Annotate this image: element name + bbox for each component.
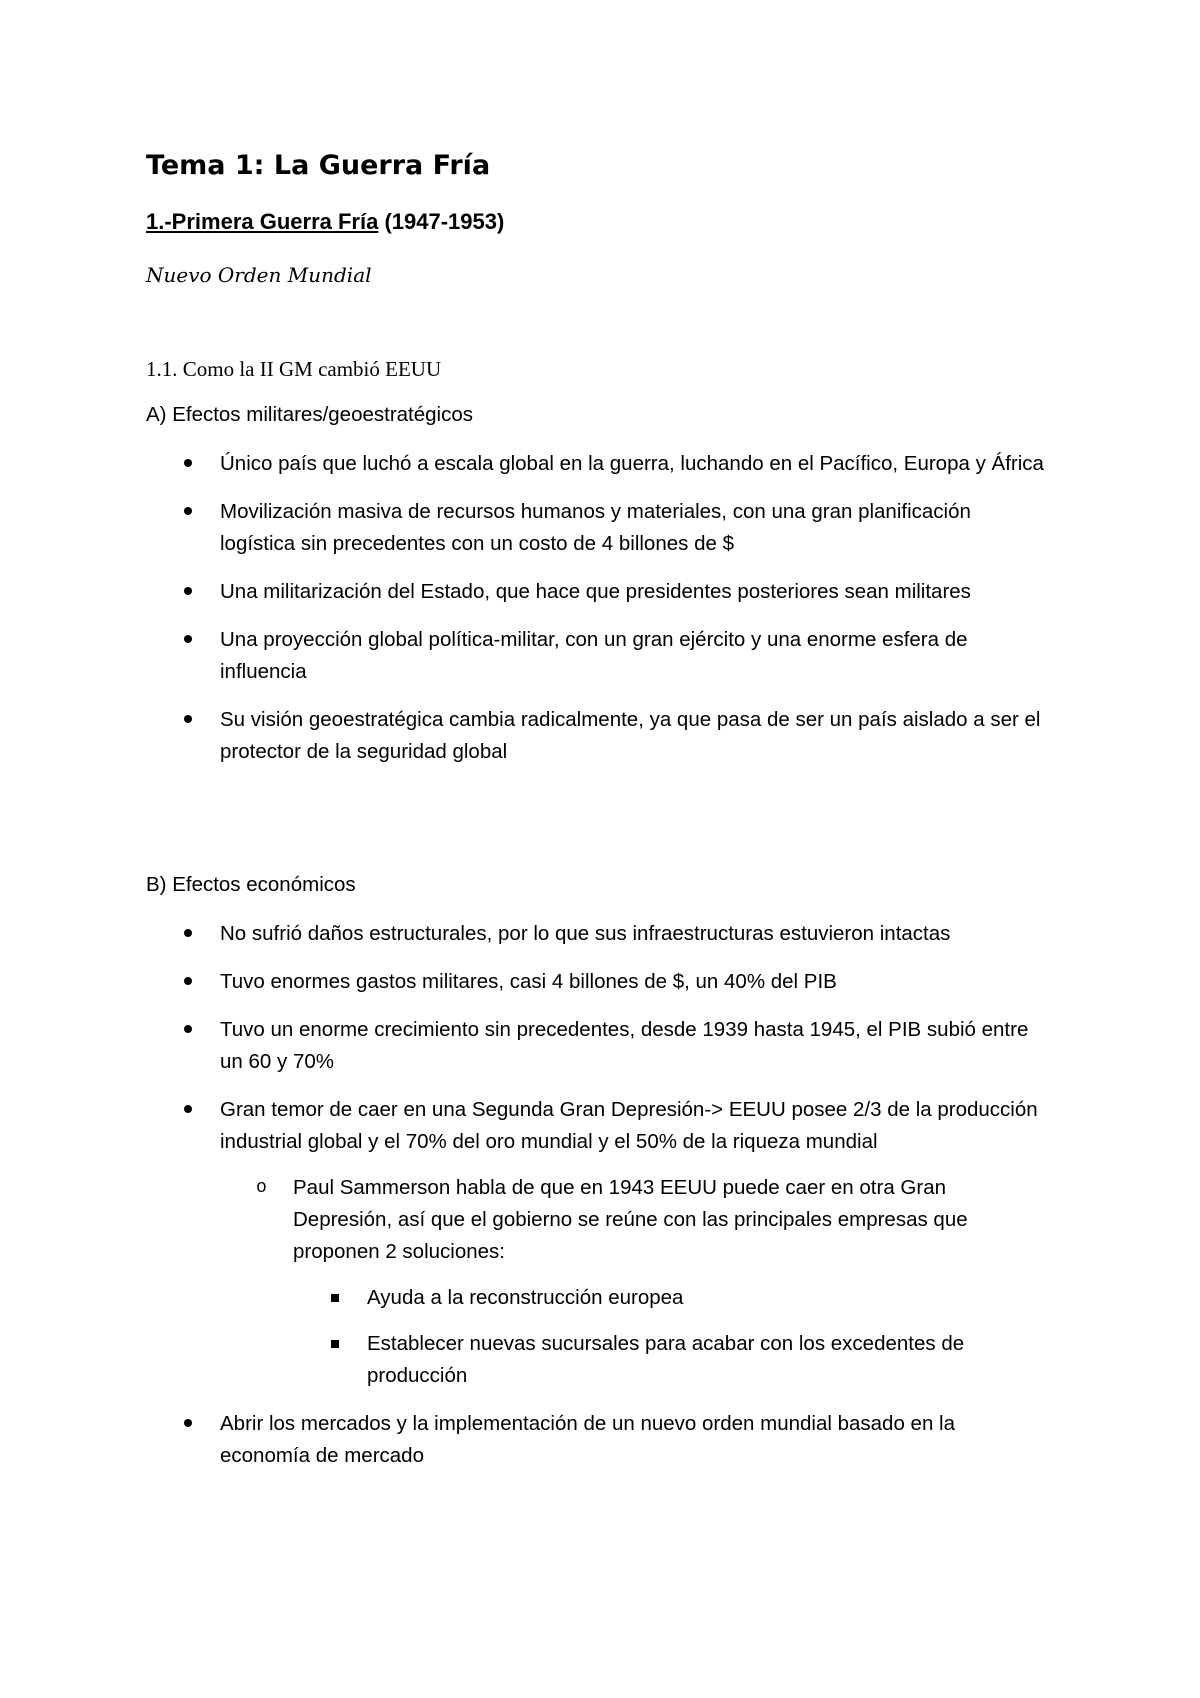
list-item [0, 918, 1200, 950]
solution-item [293, 1328, 1050, 1392]
square-bullet-icon [331, 1294, 339, 1302]
list-item [0, 1408, 1200, 1472]
bullet-icon [184, 704, 192, 736]
list-item [0, 576, 1200, 608]
bullet-icon [184, 1094, 192, 1126]
hollow-bullet-icon: o [256, 1178, 267, 1198]
document-title: Tema 1: La Guerra Fría [146, 150, 491, 181]
chapter-heading-label: 1.-Primera Guerra Fría [146, 209, 379, 234]
list-item [0, 496, 1200, 560]
solution-item [293, 1282, 1050, 1314]
bullet-icon [184, 624, 192, 656]
bullet-icon [184, 966, 192, 998]
list-item-text: Gran temor de caer en una Segunda Gran Depresión-> EEUU posee 2/3 de la producción industrial global y el 70% del oro mundial y el 50% de la riqueza mundial [220, 1098, 1038, 1153]
section-a-list [0, 448, 1200, 784]
list-item [0, 966, 1200, 998]
solutions-list [293, 1282, 1050, 1392]
list-item-text: Abrir los mercados y la implementación de un nuevo orden mundial basado en la economía de mercado [220, 1412, 956, 1467]
sub-list [220, 1172, 1050, 1392]
section-a-heading: A) Efectos militares/geoestratégicos [146, 403, 473, 426]
list-item [0, 448, 1200, 480]
solution-item-text: Establecer nuevas sucursales para acabar con los excedentes de producción [367, 1332, 965, 1387]
list-item-text: Único país que luchó a escala global en la guerra, luchando en el Pacífico, Europa y África [220, 452, 1044, 475]
list-item [0, 704, 1200, 768]
subsection-heading: 1.1. Como la II GM cambió EEUU [146, 357, 442, 381]
italic-note: Nuevo Orden Mundial [146, 263, 372, 287]
list-item [0, 1094, 1200, 1392]
square-bullet-icon [331, 1340, 339, 1348]
sub-list-item [220, 1172, 1050, 1392]
list-item-text: Una proyección global política-militar, con un gran ejército y una enorme esfera de influencia [220, 628, 968, 683]
bullet-icon [184, 496, 192, 528]
list-item-text: Una militarización del Estado, que hace que presidentes posteriores sean militares [220, 580, 971, 603]
list-item-text: Tuvo un enorme crecimiento sin precedentes, desde 1939 hasta 1945, el PIB subió entre un 60 y 70% [220, 1018, 1029, 1073]
bullet-icon [184, 1014, 192, 1046]
list-item [0, 624, 1200, 688]
list-item-text: Su visión geoestratégica cambia radicalmente, ya que pasa de ser un país aislado a ser el protector de la seguridad global [220, 708, 1041, 763]
solution-item-text: Ayuda a la reconstrucción europea [367, 1286, 684, 1309]
chapter-heading [146, 207, 504, 237]
list-item-text: Movilización masiva de recursos humanos y materiales, con una gran planificación logística sin precedentes con un costo de 4 billones de $ [220, 500, 971, 555]
list-item-text: Tuvo enormes gastos militares, casi 4 billones de $, un 40% del PIB [220, 970, 837, 993]
bullet-icon [184, 448, 192, 480]
section-b-list [0, 918, 1200, 1488]
bullet-icon [184, 1408, 192, 1440]
bullet-icon [184, 918, 192, 950]
section-b-heading: B) Efectos económicos [146, 873, 356, 896]
chapter-heading-dates: (1947-1953) [378, 209, 505, 234]
list-item-text: No sufrió daños estructurales, por lo que sus infraestructuras estuvieron intactas [220, 922, 951, 945]
list-item [0, 1014, 1200, 1078]
bullet-icon [184, 576, 192, 608]
sub-list-item-text: Paul Sammerson habla de que en 1943 EEUU puede caer en otra Gran Depresión, así que el gobierno se reúne con las principales empresas que proponen 2 soluciones: [293, 1176, 968, 1263]
